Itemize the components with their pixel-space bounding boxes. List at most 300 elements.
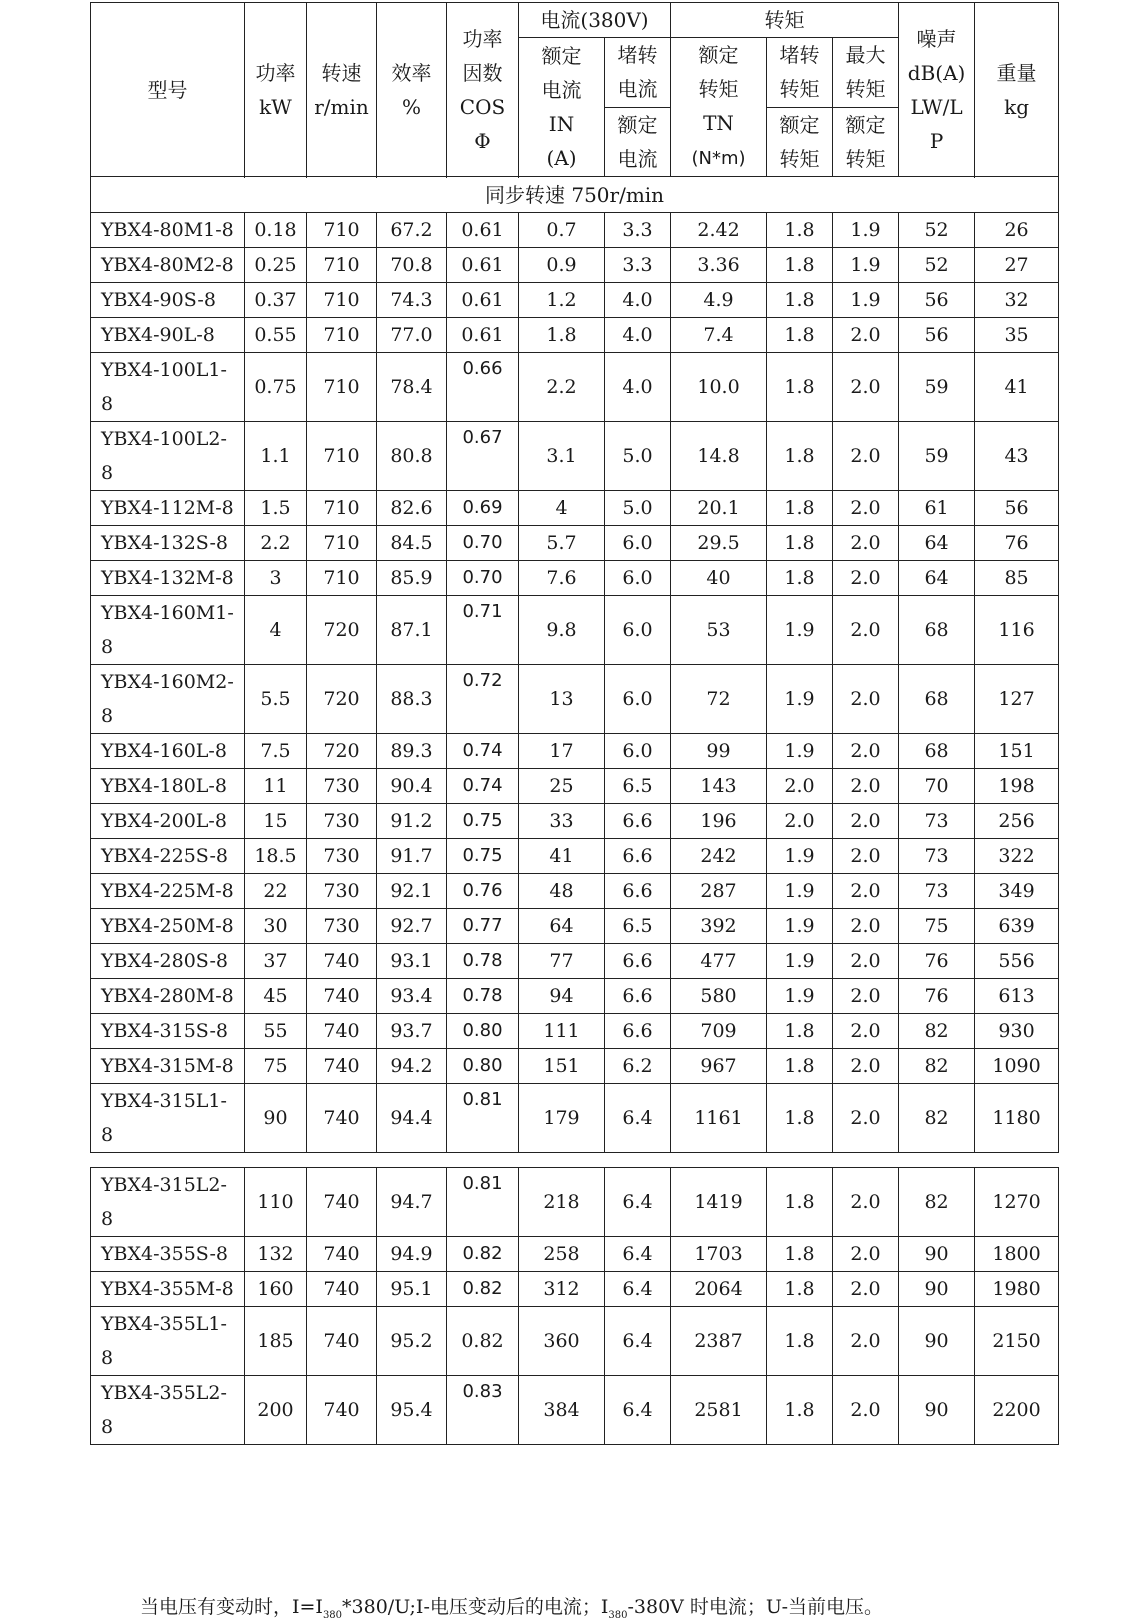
cell-tn: 196: [671, 804, 767, 839]
cell-in: 4: [519, 491, 605, 526]
cell-eff: 74.3: [377, 283, 447, 318]
cell-locked_i: 6.4: [605, 1168, 671, 1237]
cell-pf: 0.80: [447, 1049, 519, 1084]
cell-noise: 73: [899, 839, 975, 874]
cell-noise: 59: [899, 422, 975, 491]
cell-max_t: 2.0: [833, 353, 899, 422]
header-locked-current: 堵转 电流: [605, 38, 671, 108]
cell-max_t: 2.0: [833, 561, 899, 596]
cell-max_t: 2.0: [833, 491, 899, 526]
cell-eff: 67.2: [377, 213, 447, 248]
cell-weight: 76: [975, 526, 1059, 561]
header-rated-torque: 额定 转矩 TN (N*m): [671, 38, 767, 177]
cell-noise: 76: [899, 944, 975, 979]
cell-power: 0.55: [245, 318, 307, 353]
cell-weight: 930: [975, 1014, 1059, 1049]
cell-tn: 20.1: [671, 491, 767, 526]
cell-locked_t: 1.8: [767, 526, 833, 561]
header-max-torque-ratio: 额定 转矩: [833, 107, 899, 177]
header-noise: 噪声 dB(A) LW/L P: [899, 3, 975, 177]
cell-locked_i: 5.0: [605, 422, 671, 491]
header-locked-torque: 堵转 转矩: [767, 38, 833, 108]
cell-model: YBX4-280M-8: [91, 979, 245, 1014]
cell-pf: 0.81: [447, 1084, 519, 1153]
table-row: [91, 979, 1059, 1014]
table-row: [91, 213, 1059, 248]
cell-pf: 0.76: [447, 874, 519, 909]
cell-in: 2.2: [519, 353, 605, 422]
cell-eff: 85.9: [377, 561, 447, 596]
table-row: [91, 665, 1059, 734]
cell-locked_i: 6.4: [605, 1307, 671, 1376]
header-max-torque: 最大 转矩: [833, 38, 899, 108]
cell-in: 64: [519, 909, 605, 944]
cell-tn: 3.36: [671, 248, 767, 283]
cell-pf: 0.66: [447, 353, 519, 422]
cell-locked_i: 6.5: [605, 769, 671, 804]
voltage-note: 当电压有变动时，$I=I_{380}*380/U;I-$电压变动后的电流；$I_{380}-380V$ 时电流；U-当前电压。: [140, 1596, 884, 1621]
cell-max_t: 1.9: [833, 213, 899, 248]
table-row: [91, 283, 1059, 318]
cell-model: YBX4-355S-8: [91, 1237, 245, 1272]
cell-tn: 1419: [671, 1168, 767, 1237]
table-row: [91, 318, 1059, 353]
table-row: [91, 1272, 1059, 1307]
cell-pf: 0.61: [447, 248, 519, 283]
cell-in: 151: [519, 1049, 605, 1084]
cell-speed: 730: [307, 909, 377, 944]
cell-tn: 40: [671, 561, 767, 596]
header-rated-current: 额定 电流 IN (A): [519, 38, 605, 177]
cell-locked_i: 6.4: [605, 1376, 671, 1445]
table-row: [91, 491, 1059, 526]
table-row: [91, 1014, 1059, 1049]
cell-weight: 26: [975, 213, 1059, 248]
cell-locked_t: 2.0: [767, 804, 833, 839]
cell-in: 13: [519, 665, 605, 734]
cell-weight: 256: [975, 804, 1059, 839]
header-locked-torque-ratio: 额定 转矩: [767, 107, 833, 177]
cell-eff: 70.8: [377, 248, 447, 283]
cell-eff: 89.3: [377, 734, 447, 769]
cell-pf: 0.77: [447, 909, 519, 944]
table-row: [91, 1084, 1059, 1153]
cell-model: YBX4-225M-8: [91, 874, 245, 909]
cell-eff: 84.5: [377, 526, 447, 561]
cell-speed: 730: [307, 769, 377, 804]
cell-eff: 92.7: [377, 909, 447, 944]
cell-tn: 29.5: [671, 526, 767, 561]
cell-noise: 52: [899, 248, 975, 283]
cell-max_t: 2.0: [833, 804, 899, 839]
cell-locked_i: 3.3: [605, 213, 671, 248]
cell-weight: 1800: [975, 1237, 1059, 1272]
cell-max_t: 2.0: [833, 1014, 899, 1049]
cell-power: 160: [245, 1272, 307, 1307]
cell-model: YBX4-90S-8: [91, 283, 245, 318]
cell-eff: 80.8: [377, 422, 447, 491]
cell-model: YBX4-250M-8: [91, 909, 245, 944]
cell-tn: 709: [671, 1014, 767, 1049]
cell-power: 0.37: [245, 283, 307, 318]
cell-locked_t: 1.9: [767, 909, 833, 944]
cell-power: 5.5: [245, 665, 307, 734]
table-row: [91, 909, 1059, 944]
table-row: [91, 734, 1059, 769]
cell-weight: 1180: [975, 1084, 1059, 1153]
cell-speed: 740: [307, 1168, 377, 1237]
cell-noise: 68: [899, 734, 975, 769]
cell-model: YBX4-315S-8: [91, 1014, 245, 1049]
cell-weight: 1980: [975, 1272, 1059, 1307]
cell-speed: 740: [307, 1307, 377, 1376]
cell-weight: 613: [975, 979, 1059, 1014]
cell-in: 9.8: [519, 596, 605, 665]
cell-noise: 90: [899, 1237, 975, 1272]
cell-tn: 143: [671, 769, 767, 804]
cell-noise: 82: [899, 1049, 975, 1084]
cell-locked_i: 3.3: [605, 248, 671, 283]
cell-eff: 92.1: [377, 874, 447, 909]
cell-power: 110: [245, 1168, 307, 1237]
cell-noise: 90: [899, 1272, 975, 1307]
cell-locked_i: 4.0: [605, 353, 671, 422]
cell-model: YBX4-355L2-8: [91, 1376, 245, 1445]
cell-in: 218: [519, 1168, 605, 1237]
cell-pf: 0.80: [447, 1014, 519, 1049]
cell-locked_i: 6.4: [605, 1237, 671, 1272]
cell-power: 0.75: [245, 353, 307, 422]
cell-tn: 2581: [671, 1376, 767, 1445]
cell-weight: 32: [975, 283, 1059, 318]
cell-speed: 740: [307, 979, 377, 1014]
cell-eff: 94.9: [377, 1237, 447, 1272]
cell-locked_t: 1.8: [767, 1049, 833, 1084]
cell-locked_t: 1.8: [767, 283, 833, 318]
cell-model: YBX4-355M-8: [91, 1272, 245, 1307]
cell-pf: 0.83: [447, 1376, 519, 1445]
cell-weight: 56: [975, 491, 1059, 526]
cell-speed: 710: [307, 561, 377, 596]
cell-speed: 740: [307, 1084, 377, 1153]
cell-eff: 91.2: [377, 804, 447, 839]
cell-weight: 35: [975, 318, 1059, 353]
cell-weight: 27: [975, 248, 1059, 283]
cell-pf: 0.82: [447, 1307, 519, 1376]
cell-model: YBX4-160M1-8: [91, 596, 245, 665]
cell-max_t: 2.0: [833, 769, 899, 804]
header-locked-current-ratio: 额定 电流: [605, 107, 671, 177]
header-model: 型号: [91, 3, 245, 177]
cell-locked_t: 1.9: [767, 665, 833, 734]
cell-model: YBX4-280S-8: [91, 944, 245, 979]
cell-locked_t: 2.0: [767, 769, 833, 804]
cell-tn: 72: [671, 665, 767, 734]
cell-weight: 85: [975, 561, 1059, 596]
cell-tn: 1703: [671, 1237, 767, 1272]
table-row: [91, 1049, 1059, 1084]
cell-model: YBX4-80M2-8: [91, 248, 245, 283]
cell-locked_t: 1.9: [767, 734, 833, 769]
cell-weight: 349: [975, 874, 1059, 909]
cell-power: 22: [245, 874, 307, 909]
cell-model: YBX4-160L-8: [91, 734, 245, 769]
cell-speed: 710: [307, 213, 377, 248]
cell-tn: 53: [671, 596, 767, 665]
cell-model: YBX4-200L-8: [91, 804, 245, 839]
cell-tn: 4.9: [671, 283, 767, 318]
cell-power: 0.18: [245, 213, 307, 248]
cell-max_t: 2.0: [833, 422, 899, 491]
cell-model: YBX4-132S-8: [91, 526, 245, 561]
cell-locked_t: 1.8: [767, 248, 833, 283]
cell-weight: 556: [975, 944, 1059, 979]
cell-speed: 740: [307, 1237, 377, 1272]
cell-eff: 94.2: [377, 1049, 447, 1084]
cell-in: 111: [519, 1014, 605, 1049]
cell-max_t: 2.0: [833, 1049, 899, 1084]
cell-locked_t: 1.8: [767, 318, 833, 353]
cell-locked_i: 6.2: [605, 1049, 671, 1084]
cell-pf: 0.61: [447, 213, 519, 248]
cell-noise: 76: [899, 979, 975, 1014]
cell-eff: 95.2: [377, 1307, 447, 1376]
cell-in: 41: [519, 839, 605, 874]
cell-power: 4: [245, 596, 307, 665]
cell-in: 0.7: [519, 213, 605, 248]
cell-locked_i: 6.6: [605, 944, 671, 979]
cell-power: 0.25: [245, 248, 307, 283]
cell-locked_t: 1.8: [767, 1084, 833, 1153]
cell-in: 312: [519, 1272, 605, 1307]
cell-locked_i: 6.6: [605, 804, 671, 839]
cell-max_t: 2.0: [833, 318, 899, 353]
cell-model: YBX4-100L1-8: [91, 353, 245, 422]
header-current-group: 电流(380V): [519, 3, 671, 38]
cell-locked_i: 6.5: [605, 909, 671, 944]
cell-model: YBX4-112M-8: [91, 491, 245, 526]
cell-locked_i: 6.0: [605, 561, 671, 596]
cell-power: 200: [245, 1376, 307, 1445]
table-row: [91, 874, 1059, 909]
cell-in: 1.8: [519, 318, 605, 353]
cell-in: 94: [519, 979, 605, 1014]
cell-tn: 2387: [671, 1307, 767, 1376]
cell-speed: 710: [307, 283, 377, 318]
cell-eff: 90.4: [377, 769, 447, 804]
cell-speed: 740: [307, 1272, 377, 1307]
cell-locked_t: 1.9: [767, 979, 833, 1014]
cell-power: 55: [245, 1014, 307, 1049]
cell-pf: 0.82: [447, 1237, 519, 1272]
cell-noise: 75: [899, 909, 975, 944]
cell-power: 90: [245, 1084, 307, 1153]
cell-in: 1.2: [519, 283, 605, 318]
cell-eff: 93.1: [377, 944, 447, 979]
cell-locked_t: 1.8: [767, 1307, 833, 1376]
cell-locked_t: 1.9: [767, 874, 833, 909]
cell-max_t: 1.9: [833, 283, 899, 318]
cell-pf: 0.82: [447, 1272, 519, 1307]
cell-weight: 1090: [975, 1049, 1059, 1084]
cell-pf: 0.70: [447, 561, 519, 596]
motor-spec-table: [90, 2, 1059, 1445]
cell-power: 37: [245, 944, 307, 979]
cell-locked_t: 1.8: [767, 1237, 833, 1272]
cell-locked_i: 6.6: [605, 1014, 671, 1049]
cell-speed: 720: [307, 734, 377, 769]
cell-locked_t: 1.8: [767, 353, 833, 422]
cell-pf: 0.72: [447, 665, 519, 734]
cell-in: 5.7: [519, 526, 605, 561]
table-row: [91, 1168, 1059, 1237]
cell-max_t: 2.0: [833, 909, 899, 944]
cell-tn: 967: [671, 1049, 767, 1084]
cell-tn: 1161: [671, 1084, 767, 1153]
cell-weight: 127: [975, 665, 1059, 734]
cell-max_t: 2.0: [833, 526, 899, 561]
cell-power: 30: [245, 909, 307, 944]
cell-max_t: 2.0: [833, 1168, 899, 1237]
cell-speed: 740: [307, 944, 377, 979]
cell-tn: 392: [671, 909, 767, 944]
cell-speed: 720: [307, 596, 377, 665]
cell-power: 132: [245, 1237, 307, 1272]
cell-pf: 0.75: [447, 839, 519, 874]
cell-locked_t: 1.9: [767, 944, 833, 979]
table-row: [91, 839, 1059, 874]
cell-noise: 61: [899, 491, 975, 526]
cell-max_t: 2.0: [833, 1376, 899, 1445]
cell-max_t: 1.9: [833, 248, 899, 283]
cell-noise: 82: [899, 1014, 975, 1049]
cell-model: YBX4-315M-8: [91, 1049, 245, 1084]
cell-noise: 52: [899, 213, 975, 248]
table-row: [91, 1237, 1059, 1272]
cell-eff: 94.4: [377, 1084, 447, 1153]
cell-max_t: 2.0: [833, 944, 899, 979]
cell-tn: 2.42: [671, 213, 767, 248]
table-row: [91, 422, 1059, 491]
cell-weight: 41: [975, 353, 1059, 422]
cell-in: 179: [519, 1084, 605, 1153]
cell-model: YBX4-132M-8: [91, 561, 245, 596]
cell-noise: 82: [899, 1168, 975, 1237]
cell-locked_i: 6.0: [605, 526, 671, 561]
cell-model: YBX4-100L2-8: [91, 422, 245, 491]
cell-locked_i: 6.0: [605, 734, 671, 769]
cell-locked_i: 6.6: [605, 979, 671, 1014]
cell-locked_t: 1.8: [767, 1272, 833, 1307]
cell-noise: 64: [899, 561, 975, 596]
cell-max_t: 2.0: [833, 734, 899, 769]
table-row: [91, 596, 1059, 665]
cell-pf: 0.75: [447, 804, 519, 839]
cell-pf: 0.61: [447, 283, 519, 318]
cell-weight: 116: [975, 596, 1059, 665]
cell-max_t: 2.0: [833, 839, 899, 874]
cell-weight: 198: [975, 769, 1059, 804]
cell-noise: 90: [899, 1376, 975, 1445]
cell-model: YBX4-225S-8: [91, 839, 245, 874]
cell-weight: 1270: [975, 1168, 1059, 1237]
cell-eff: 77.0: [377, 318, 447, 353]
table-row: [91, 1307, 1059, 1376]
cell-max_t: 2.0: [833, 596, 899, 665]
cell-tn: 2064: [671, 1272, 767, 1307]
cell-pf: 0.67: [447, 422, 519, 491]
cell-weight: 639: [975, 909, 1059, 944]
cell-locked_t: 1.8: [767, 491, 833, 526]
cell-speed: 710: [307, 526, 377, 561]
cell-locked_i: 4.0: [605, 283, 671, 318]
cell-locked_t: 1.8: [767, 1168, 833, 1237]
cell-speed: 710: [307, 318, 377, 353]
cell-noise: 64: [899, 526, 975, 561]
cell-speed: 730: [307, 839, 377, 874]
cell-locked_t: 1.8: [767, 422, 833, 491]
cell-noise: 73: [899, 874, 975, 909]
cell-model: YBX4-355L1-8: [91, 1307, 245, 1376]
cell-model: YBX4-180L-8: [91, 769, 245, 804]
cell-tn: 10.0: [671, 353, 767, 422]
cell-pf: 0.78: [447, 979, 519, 1014]
cell-tn: 287: [671, 874, 767, 909]
cell-power: 15: [245, 804, 307, 839]
cell-max_t: 2.0: [833, 1237, 899, 1272]
cell-in: 0.9: [519, 248, 605, 283]
cell-eff: 78.4: [377, 353, 447, 422]
cell-in: 25: [519, 769, 605, 804]
cell-noise: 73: [899, 804, 975, 839]
cell-power: 11: [245, 769, 307, 804]
cell-in: 258: [519, 1237, 605, 1272]
header-speed: 转速 r/min: [307, 3, 377, 177]
cell-power: 75: [245, 1049, 307, 1084]
table-row: [91, 526, 1059, 561]
cell-max_t: 2.0: [833, 1307, 899, 1376]
cell-in: 360: [519, 1307, 605, 1376]
table-row: [91, 944, 1059, 979]
cell-noise: 68: [899, 665, 975, 734]
cell-noise: 68: [899, 596, 975, 665]
cell-locked_i: 6.0: [605, 596, 671, 665]
cell-speed: 720: [307, 665, 377, 734]
table-row: [91, 769, 1059, 804]
cell-locked_i: 5.0: [605, 491, 671, 526]
cell-speed: 740: [307, 1014, 377, 1049]
cell-power: 3: [245, 561, 307, 596]
cell-in: 77: [519, 944, 605, 979]
cell-locked_i: 6.0: [605, 665, 671, 734]
cell-weight: 322: [975, 839, 1059, 874]
cell-in: 7.6: [519, 561, 605, 596]
cell-model: YBX4-90L-8: [91, 318, 245, 353]
cell-locked_t: 1.8: [767, 213, 833, 248]
cell-tn: 99: [671, 734, 767, 769]
cell-in: 3.1: [519, 422, 605, 491]
cell-power: 185: [245, 1307, 307, 1376]
cell-locked_t: 1.8: [767, 561, 833, 596]
header-efficiency: 效率 %: [377, 3, 447, 177]
cell-tn: 477: [671, 944, 767, 979]
cell-noise: 59: [899, 353, 975, 422]
cell-model: YBX4-315L1-8: [91, 1084, 245, 1153]
header-power: 功率 kW: [245, 3, 307, 177]
cell-eff: 88.3: [377, 665, 447, 734]
table-row: [91, 353, 1059, 422]
cell-noise: 56: [899, 283, 975, 318]
